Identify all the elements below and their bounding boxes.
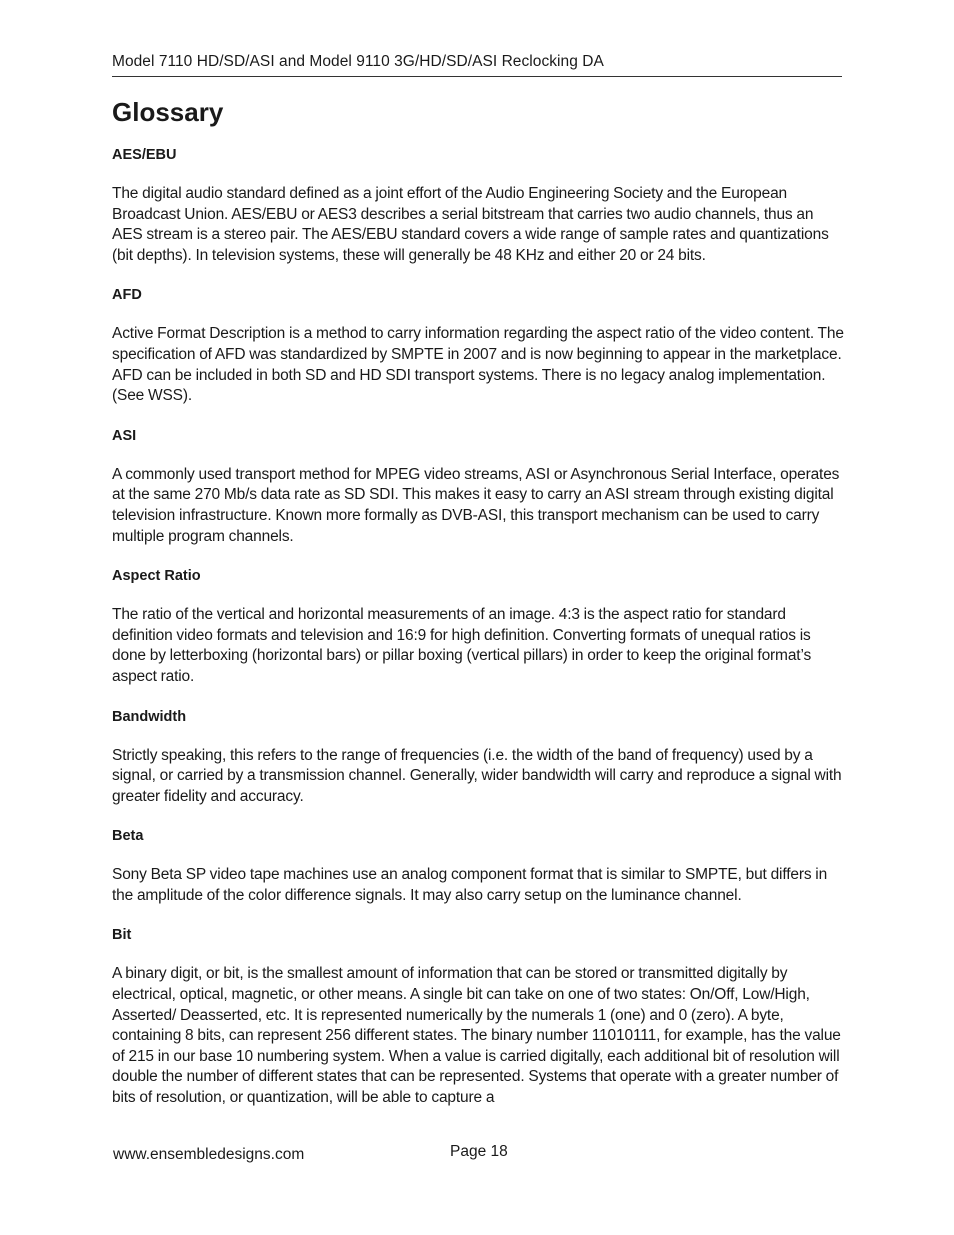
glossary-term: AES/EBU — [112, 147, 177, 163]
header-title: Model 7110 HD/SD/ASI and Model 9110 3G/HD/SD/ASI Reclocking DA — [112, 53, 604, 70]
glossary-entry-beta — [112, 826, 844, 906]
glossary-term: AFD — [112, 287, 142, 304]
website-link[interactable]: www.ensembledesigns.com — [113, 1146, 305, 1163]
glossary-term: ASI — [112, 427, 137, 444]
glossary-entry-asi — [112, 426, 844, 547]
glossary-entry-aspect-ratio — [112, 566, 844, 687]
glossary-definition: Strictly speaking, this refers to the range of frequencies (i.e. the width of the band of frequency) used by a signal, or carried by a transmission channel. Generally, wider bandwidth will carry and reproduce a signal with greater fidelity and accuracy. — [112, 746, 842, 805]
glossary-definition: A commonly used transport method for MPEG video streams, ASI or Asynchronous Serial Interface, operates at the same 270 Mb/s data rate as SD SDI. This makes it easy to carry an ASI stream through existing digital television infrastructure. Known more formally as DVB-ASI, this transport mechanism can be used to carry multiple program channels. — [112, 465, 840, 545]
page-header — [112, 52, 842, 77]
glossary-term: Bit — [112, 927, 132, 944]
glossary-entry-afd — [112, 285, 844, 406]
page-title: Glossary — [112, 97, 224, 127]
glossary-definition: The ratio of the vertical and horizontal measurements of an image. 4:3 is the aspect ratio for standard definition video formats and television and 16:9 for high definition. Converting formats of unequal ratios is done by letterboxing (horizontal bars) or pillar boxing (vertical pillars) in order to keep the original format’s aspect ratio. — [112, 606, 812, 685]
glossary-definition: The digital audio standard defined as a joint effort of the Audio Engineering Society and the European Broadcast Union. AES/EBU or AES3 describes a serial bitstream that carries two audio channels, thus an AES stream is a stereo pair. The AES/EBU standard covers a wide range of sample rates and quantizations (bit depths). In television systems, these will generally be 48 KHz and either 20 or 24 bits. — [112, 185, 829, 264]
page-number: Page 18 — [450, 1143, 508, 1160]
glossary-definition: Sony Beta SP video tape machines use an analog component format that is similar to SMPTE, but differs in the amplitude of the color difference signals. It may also carry setup on the luminance channel. — [112, 866, 828, 904]
glossary-entry-bandwidth — [112, 707, 844, 808]
glossary-entry-bit — [112, 925, 844, 1108]
glossary-definition: Active Format Description is a method to carry information regarding the aspect ratio of the video content. The specification of AFD was standardized by SMPTE in 2007 and is now beginning to appear in the marketplace. AFD can be included in both SD and HD SDI transport systems. There is no legacy analog implementation. (See WSS). — [112, 325, 844, 405]
glossary-term: Bandwidth — [112, 708, 187, 725]
glossary-definition: A binary digit, or bit, is the smallest amount of information that can be stored or transmitted digitally by electrical, optical, magnetic, or other means. A single bit can take on one of two states: On/Off, Low/High, Asserted/ Deasserted, etc. It is represented numerically by the numerals 1 (one) and 0 (zero). A byte, containing 8 bits, can represent 256 different states. The binary number 11010111, for example, has the value of 215 in our base 10 numbering system. When a value is carried digitally, each additional bit of resolution will double the number of different states that can be represented. Systems that operate with a greater number of bits of resolution, or quantization, will be able to capture a — [112, 965, 841, 1107]
glossary-term: Aspect Ratio — [112, 568, 201, 585]
glossary-term: Beta — [112, 828, 144, 845]
glossary-content — [112, 145, 844, 1128]
glossary-entry-aes-ebu — [112, 145, 844, 266]
